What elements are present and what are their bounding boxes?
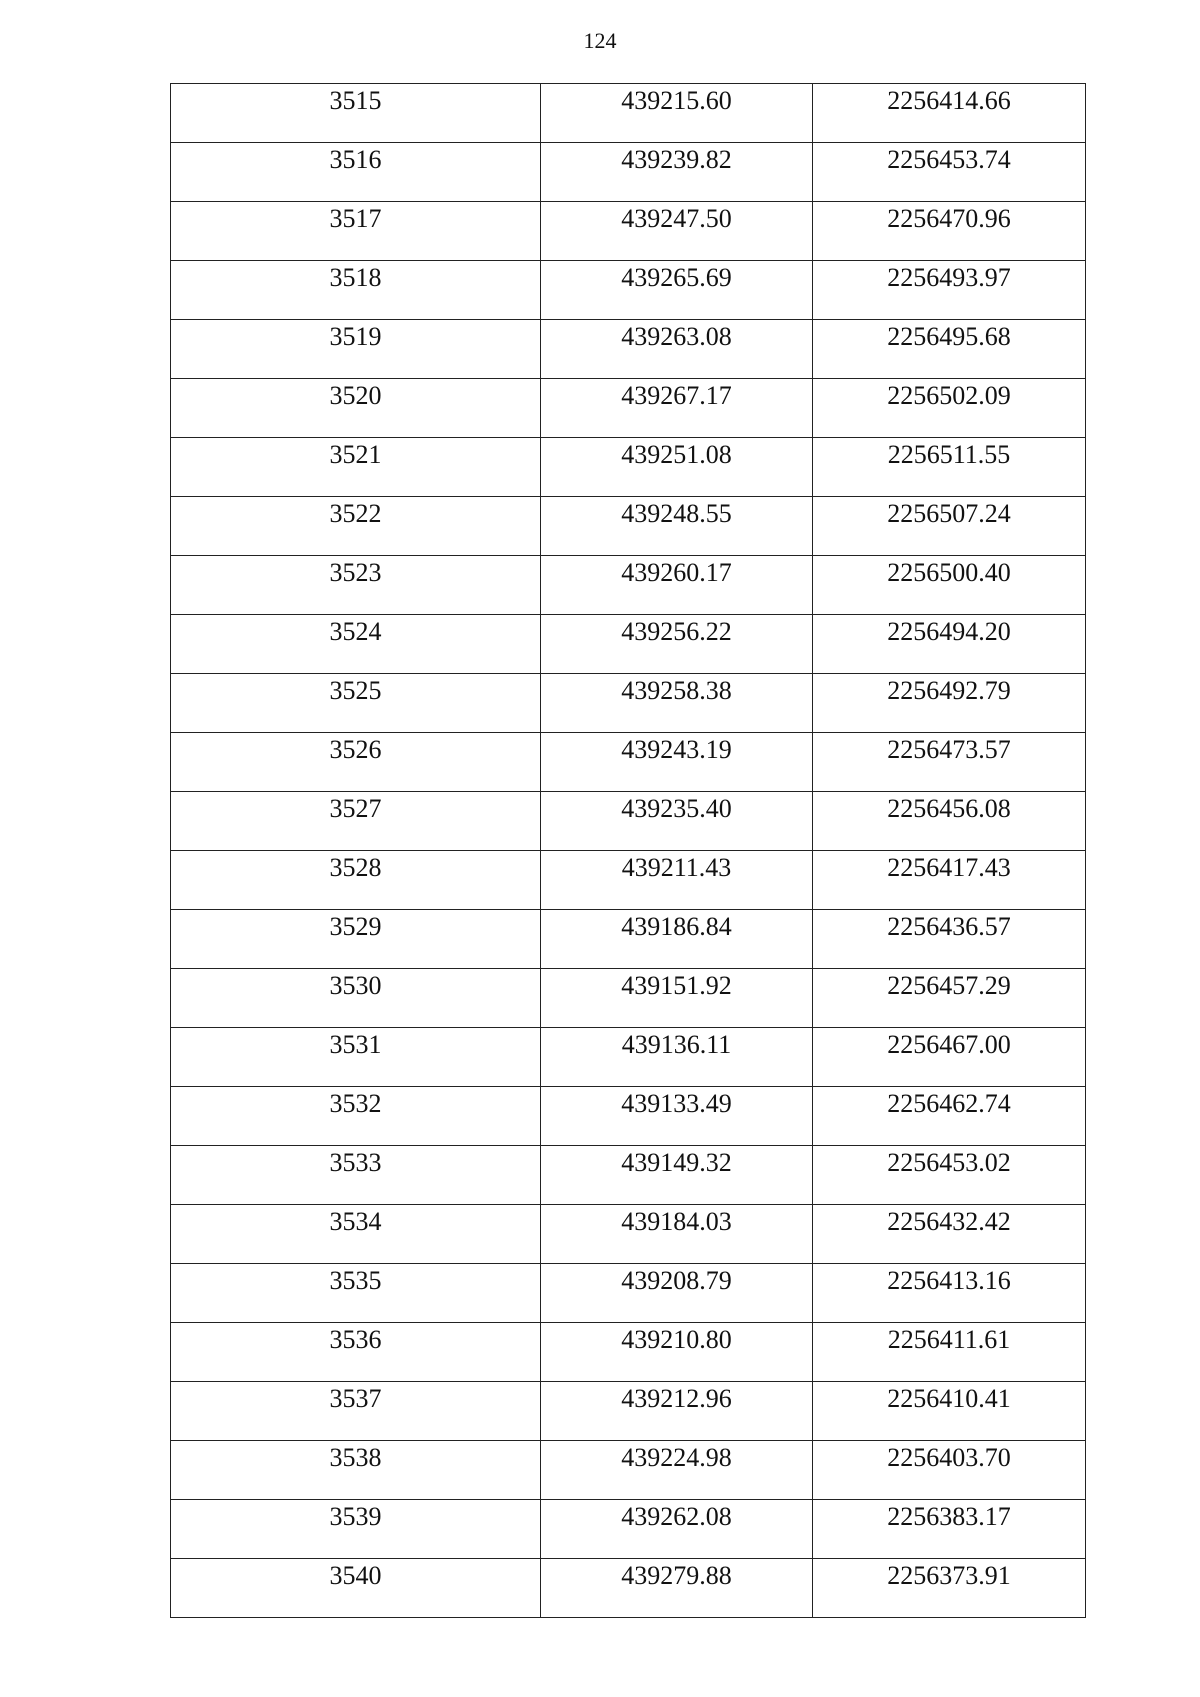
y-coordinate-cell — [813, 438, 1086, 497]
y-coordinate-value: 2256414.66 — [887, 86, 1011, 115]
y-coordinate-value: 2256432.42 — [887, 1207, 1011, 1236]
y-coordinate-cell — [813, 674, 1086, 733]
table-row — [171, 910, 1086, 969]
y-coordinate-value: 2256500.40 — [887, 558, 1011, 587]
y-coordinate-cell — [813, 1146, 1086, 1205]
point-number-value: 3525 — [329, 676, 382, 705]
point-number-value: 3527 — [329, 794, 382, 823]
x-coordinate-cell — [541, 1087, 813, 1146]
table-row — [171, 1264, 1086, 1323]
point-number-value: 3531 — [329, 1030, 382, 1059]
table-row — [171, 1500, 1086, 1559]
y-coordinate-cell — [813, 1087, 1086, 1146]
table-row — [171, 733, 1086, 792]
point-number-value: 3534 — [329, 1207, 382, 1236]
y-coordinate-value: 2256502.09 — [887, 381, 1011, 410]
x-coordinate-value: 439235.40 — [621, 794, 732, 823]
x-coordinate-cell — [541, 1146, 813, 1205]
point-number-cell — [171, 556, 541, 615]
x-coordinate-cell — [541, 497, 813, 556]
table-row — [171, 1028, 1086, 1087]
point-number-cell — [171, 438, 541, 497]
y-coordinate-cell — [813, 84, 1086, 143]
y-coordinate-cell — [813, 1028, 1086, 1087]
y-coordinate-value: 2256470.96 — [887, 204, 1011, 233]
y-coordinate-cell — [813, 1382, 1086, 1441]
x-coordinate-cell — [541, 1382, 813, 1441]
y-coordinate-value: 2256413.16 — [887, 1266, 1011, 1295]
y-coordinate-cell — [813, 497, 1086, 556]
point-number-cell — [171, 1559, 541, 1618]
x-coordinate-value: 439248.55 — [621, 499, 732, 528]
table-body — [171, 84, 1086, 1618]
y-coordinate-cell — [813, 733, 1086, 792]
point-number-value: 3540 — [329, 1561, 382, 1590]
x-coordinate-cell — [541, 792, 813, 851]
y-coordinate-cell — [813, 1559, 1086, 1618]
y-coordinate-cell — [813, 202, 1086, 261]
x-coordinate-cell — [541, 969, 813, 1028]
point-number-cell — [171, 1323, 541, 1382]
table-row — [171, 851, 1086, 910]
y-coordinate-cell — [813, 1441, 1086, 1500]
y-coordinate-value: 2256462.74 — [887, 1089, 1011, 1118]
y-coordinate-value: 2256411.61 — [887, 1325, 1011, 1354]
point-number-cell — [171, 84, 541, 143]
table-row — [171, 143, 1086, 202]
y-coordinate-value: 2256410.41 — [887, 1384, 1011, 1413]
table-row — [171, 556, 1086, 615]
y-coordinate-cell — [813, 556, 1086, 615]
x-coordinate-cell — [541, 1500, 813, 1559]
table-row — [171, 615, 1086, 674]
x-coordinate-cell — [541, 851, 813, 910]
y-coordinate-cell — [813, 143, 1086, 202]
point-number-value: 3522 — [329, 499, 382, 528]
y-coordinate-value: 2256373.91 — [887, 1561, 1011, 1590]
table-row — [171, 1323, 1086, 1382]
point-number-cell — [171, 1500, 541, 1559]
x-coordinate-value: 439136.11 — [621, 1030, 732, 1059]
point-number-value: 3538 — [329, 1443, 382, 1472]
x-coordinate-cell — [541, 910, 813, 969]
y-coordinate-value: 2256457.29 — [887, 971, 1011, 1000]
table-row — [171, 674, 1086, 733]
x-coordinate-value: 439267.17 — [621, 381, 732, 410]
point-number-value: 3532 — [329, 1089, 382, 1118]
point-number-cell — [171, 851, 541, 910]
point-number-cell — [171, 497, 541, 556]
point-number-cell — [171, 1205, 541, 1264]
x-coordinate-value: 439263.08 — [621, 322, 732, 351]
y-coordinate-value: 2256403.70 — [887, 1443, 1011, 1472]
point-number-cell — [171, 969, 541, 1028]
point-number-cell — [171, 1087, 541, 1146]
y-coordinate-cell — [813, 1264, 1086, 1323]
point-number-value: 3518 — [329, 263, 382, 292]
x-coordinate-value: 439260.17 — [621, 558, 732, 587]
x-coordinate-cell — [541, 143, 813, 202]
table-row — [171, 202, 1086, 261]
point-number-cell — [171, 615, 541, 674]
y-coordinate-value: 2256453.02 — [887, 1148, 1011, 1177]
x-coordinate-value: 439208.79 — [621, 1266, 732, 1295]
table-row — [171, 1146, 1086, 1205]
x-coordinate-value: 439186.84 — [621, 912, 732, 941]
point-number-value: 3521 — [329, 440, 382, 469]
point-number-cell — [171, 379, 541, 438]
y-coordinate-cell — [813, 792, 1086, 851]
x-coordinate-cell — [541, 1028, 813, 1087]
point-number-value: 3528 — [329, 853, 382, 882]
x-coordinate-value: 439239.82 — [621, 145, 732, 174]
y-coordinate-value: 2256456.08 — [887, 794, 1011, 823]
x-coordinate-value: 439243.19 — [621, 735, 732, 764]
x-coordinate-value: 439211.43 — [621, 853, 732, 882]
table-row — [171, 1382, 1086, 1441]
point-number-value: 3526 — [329, 735, 382, 764]
point-number-value: 3536 — [329, 1325, 382, 1354]
y-coordinate-cell — [813, 261, 1086, 320]
x-coordinate-cell — [541, 261, 813, 320]
page-number: 124 — [583, 28, 617, 53]
x-coordinate-value: 439133.49 — [621, 1089, 732, 1118]
point-number-cell — [171, 1441, 541, 1500]
point-number-cell — [171, 1264, 541, 1323]
point-number-value: 3530 — [329, 971, 382, 1000]
point-number-value: 3524 — [329, 617, 382, 646]
x-coordinate-value: 439258.38 — [621, 676, 732, 705]
x-coordinate-value: 439265.69 — [621, 263, 732, 292]
x-coordinate-value: 439215.60 — [621, 86, 732, 115]
x-coordinate-cell — [541, 438, 813, 497]
point-number-value: 3535 — [329, 1266, 382, 1295]
point-number-cell — [171, 1146, 541, 1205]
y-coordinate-value: 2256453.74 — [887, 145, 1011, 174]
y-coordinate-cell — [813, 910, 1086, 969]
point-number-value: 3519 — [329, 322, 382, 351]
y-coordinate-value: 2256494.20 — [887, 617, 1011, 646]
y-coordinate-cell — [813, 379, 1086, 438]
y-coordinate-value: 2256473.57 — [887, 735, 1011, 764]
y-coordinate-cell — [813, 615, 1086, 674]
y-coordinate-cell — [813, 320, 1086, 379]
point-number-value: 3520 — [329, 381, 382, 410]
y-coordinate-value: 2256507.24 — [887, 499, 1011, 528]
x-coordinate-cell — [541, 379, 813, 438]
x-coordinate-cell — [541, 1323, 813, 1382]
x-coordinate-value: 439256.22 — [621, 617, 732, 646]
x-coordinate-cell — [541, 320, 813, 379]
x-coordinate-cell — [541, 1441, 813, 1500]
point-number-cell — [171, 733, 541, 792]
y-coordinate-cell — [813, 851, 1086, 910]
y-coordinate-value: 2256467.00 — [887, 1030, 1011, 1059]
x-coordinate-cell — [541, 674, 813, 733]
x-coordinate-value: 439184.03 — [621, 1207, 732, 1236]
x-coordinate-value: 439151.92 — [621, 971, 732, 1000]
point-number-value: 3517 — [329, 204, 382, 233]
y-coordinate-value: 2256511.55 — [887, 440, 1011, 469]
x-coordinate-value: 439247.50 — [621, 204, 732, 233]
y-coordinate-value: 2256436.57 — [887, 912, 1011, 941]
point-number-cell — [171, 143, 541, 202]
x-coordinate-cell — [541, 733, 813, 792]
point-number-value: 3537 — [329, 1384, 382, 1413]
y-coordinate-value: 2256495.68 — [887, 322, 1011, 351]
point-number-cell — [171, 320, 541, 379]
table-row — [171, 1205, 1086, 1264]
y-coordinate-value: 2256492.79 — [887, 676, 1011, 705]
table-row — [171, 792, 1086, 851]
x-coordinate-value: 439279.88 — [621, 1561, 732, 1590]
x-coordinate-value: 439251.08 — [621, 440, 732, 469]
table-row — [171, 1087, 1086, 1146]
x-coordinate-cell — [541, 1264, 813, 1323]
coordinates-table — [170, 83, 1086, 1618]
y-coordinate-value: 2256383.17 — [887, 1502, 1011, 1531]
y-coordinate-cell — [813, 969, 1086, 1028]
point-number-cell — [171, 261, 541, 320]
table-row — [171, 969, 1086, 1028]
table-row — [171, 1441, 1086, 1500]
x-coordinate-value: 439224.98 — [621, 1443, 732, 1472]
point-number-value: 3516 — [329, 145, 382, 174]
x-coordinate-cell — [541, 615, 813, 674]
table-row — [171, 261, 1086, 320]
point-number-cell — [171, 1028, 541, 1087]
x-coordinate-cell — [541, 1559, 813, 1618]
table-row — [171, 497, 1086, 556]
point-number-cell — [171, 792, 541, 851]
table-row — [171, 320, 1086, 379]
table-row — [171, 438, 1086, 497]
y-coordinate-value: 2256493.97 — [887, 263, 1011, 292]
x-coordinate-cell — [541, 1205, 813, 1264]
table-row — [171, 84, 1086, 143]
point-number-value: 3539 — [329, 1502, 382, 1531]
x-coordinate-cell — [541, 84, 813, 143]
x-coordinate-cell — [541, 202, 813, 261]
point-number-cell — [171, 910, 541, 969]
point-number-value: 3533 — [329, 1148, 382, 1177]
point-number-cell — [171, 674, 541, 733]
point-number-cell — [171, 202, 541, 261]
x-coordinate-cell — [541, 556, 813, 615]
point-number-value: 3523 — [329, 558, 382, 587]
x-coordinate-value: 439262.08 — [621, 1502, 732, 1531]
x-coordinate-value: 439149.32 — [621, 1148, 732, 1177]
table-row — [171, 1559, 1086, 1618]
y-coordinate-cell — [813, 1205, 1086, 1264]
point-number-value: 3529 — [329, 912, 382, 941]
y-coordinate-cell — [813, 1500, 1086, 1559]
table-row — [171, 379, 1086, 438]
y-coordinate-value: 2256417.43 — [887, 853, 1011, 882]
point-number-cell — [171, 1382, 541, 1441]
x-coordinate-value: 439210.80 — [621, 1325, 732, 1354]
x-coordinate-value: 439212.96 — [621, 1384, 732, 1413]
point-number-value: 3515 — [329, 86, 382, 115]
y-coordinate-cell — [813, 1323, 1086, 1382]
